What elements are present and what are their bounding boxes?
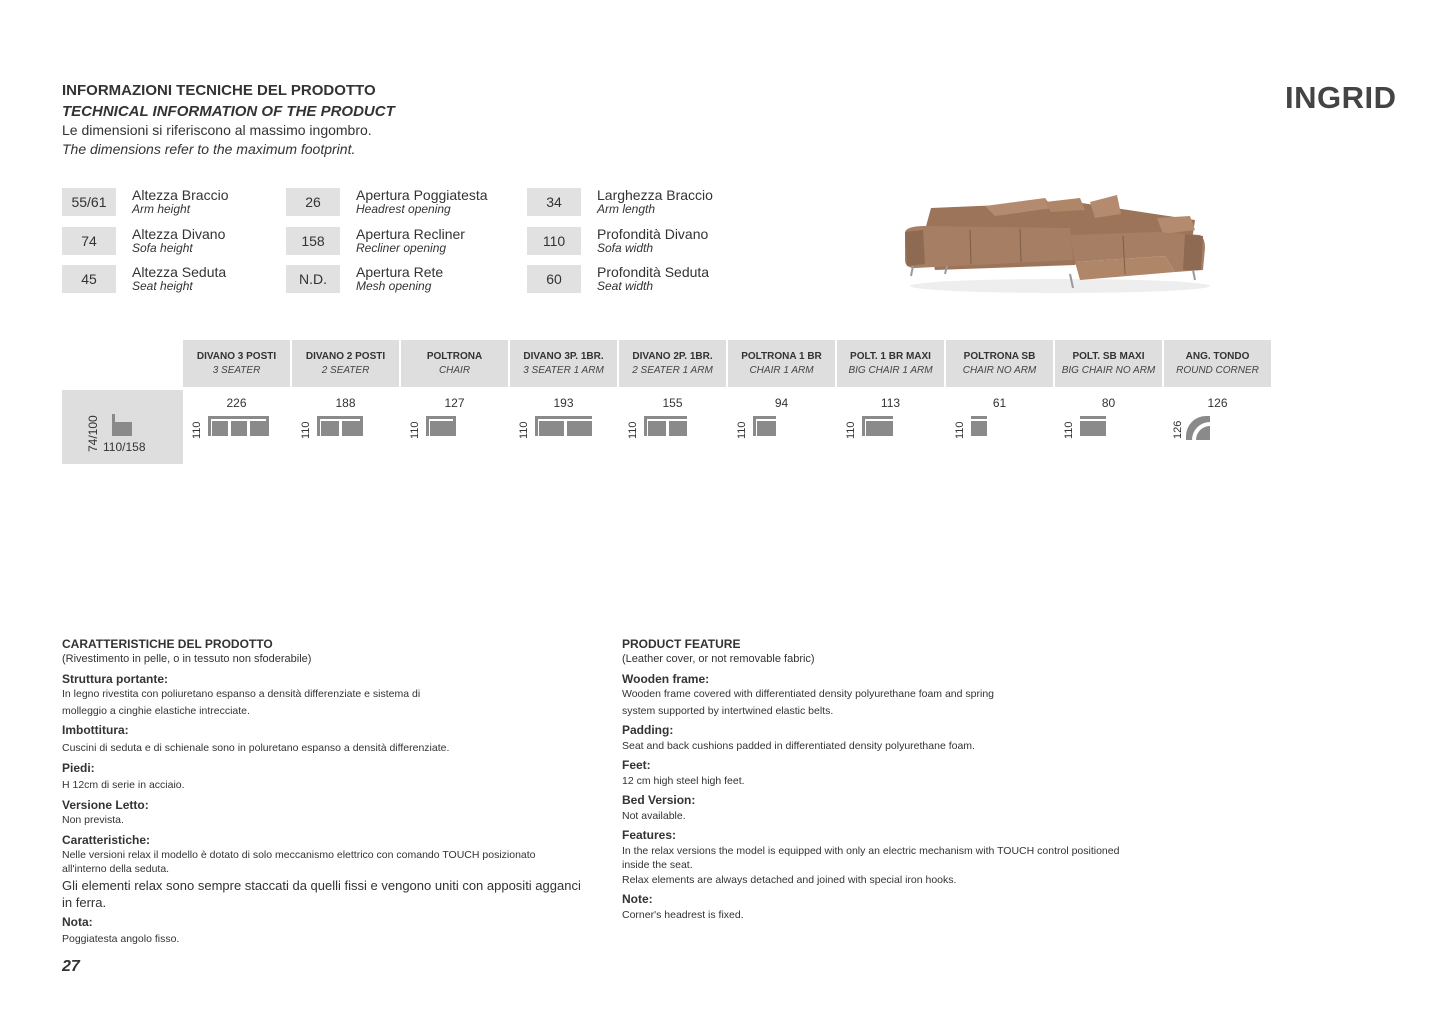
feature-bed-heading-it: Versione Letto: xyxy=(62,798,149,812)
module-name-en: BIG CHAIR 1 ARM xyxy=(848,365,933,376)
spec-label-it: Apertura Recliner xyxy=(356,225,465,242)
subtitle-it: Le dimensioni si riferiscono al massimo ingombro. xyxy=(62,122,372,138)
spec-value: 45 xyxy=(62,265,116,293)
feature-frame-heading-en: Wooden frame: xyxy=(622,672,710,686)
module-header xyxy=(292,340,399,387)
module-depth: 126 xyxy=(1172,420,1184,439)
module-shape-icon xyxy=(535,416,594,438)
spec-label-it: Altezza Divano xyxy=(132,225,226,242)
module-depth: 110 xyxy=(627,421,639,439)
feature-char-text-it-4: in ferra. xyxy=(62,895,107,910)
feature-frame-text-en-1: Wooden frame covered with differentiated density polyurethane foam and spring xyxy=(622,688,995,700)
side-height-label: 74/100 xyxy=(86,415,100,452)
module-width: 113 xyxy=(880,396,901,410)
feature-char-heading-it: Caratteristiche: xyxy=(62,833,151,847)
feature-frame-text-it-1: In legno rivestita con poliuretano espanso a densità differenziate e sistema di xyxy=(62,688,421,700)
feature-frame-heading-it: Struttura portante: xyxy=(62,672,168,686)
spec-value: 158 xyxy=(286,227,340,255)
module-width: 155 xyxy=(662,396,683,410)
module-dimensions xyxy=(946,390,1053,464)
module-shape-icon xyxy=(971,416,989,438)
module-name-it: POLTRONA SB xyxy=(963,351,1036,362)
spec-value: 110 xyxy=(527,227,581,255)
module-depth: 110 xyxy=(736,421,748,439)
module-depth: 110 xyxy=(1063,421,1075,439)
round-corner-icon xyxy=(1186,416,1210,440)
spec-label-it: Apertura Poggiatesta xyxy=(356,186,488,203)
feature-char-text-it-2: all'interno della seduta. xyxy=(62,863,170,875)
module-name-en: BIG CHAIR NO ARM xyxy=(1061,365,1156,376)
feature-padding-text-it: Cuscini di seduta e di schienale sono in poluretano espanso a densità differenziate. xyxy=(62,742,450,754)
spec-label-en: Arm height xyxy=(132,202,191,217)
spec-label-en: Sofa height xyxy=(132,241,193,256)
module-shape-icon xyxy=(208,416,271,438)
title-en: TECHNICAL INFORMATION OF THE PRODUCT xyxy=(62,103,395,120)
module-name-it: DIVANO 2P. 1BR. xyxy=(632,351,713,362)
module-name-en: 2 SEATER 1 ARM xyxy=(632,365,713,376)
features-title-it: CARATTERISTICHE DEL PRODOTTO xyxy=(62,637,273,651)
module-width: 80 xyxy=(1101,396,1116,410)
spec-label-it: Profondità Seduta xyxy=(597,263,710,280)
module-shape-icon xyxy=(753,416,778,438)
spec-headrest-opening xyxy=(286,187,488,217)
spec-label-it: Profondità Divano xyxy=(597,225,709,242)
module-dimensions xyxy=(292,390,399,464)
module-header xyxy=(619,340,726,387)
feature-char-text-en-1: In the relax versions the model is equipped with only an electric mechanism with TOUCH control positioned xyxy=(622,845,1120,857)
side-depth-label: 110/158 xyxy=(103,440,146,454)
spec-recliner-opening xyxy=(286,226,465,256)
module-name-en: 3 SEATER 1 ARM xyxy=(523,365,604,376)
features-note-it: (Rivestimento in pelle, o in tessuto non sfoderabile) xyxy=(62,653,312,665)
module-header xyxy=(1055,340,1162,387)
module-name-en: ROUND CORNER xyxy=(1176,365,1259,376)
feature-padding-heading-en: Padding: xyxy=(622,723,674,737)
feature-note-heading-it: Nota: xyxy=(62,915,93,929)
module-dimensions xyxy=(401,390,508,464)
spec-value: 74 xyxy=(62,227,116,255)
module-width: 61 xyxy=(992,396,1007,410)
module-name-en: 2 SEATER xyxy=(321,365,370,376)
module-name-it: POLTRONA xyxy=(426,351,483,362)
module-width: 226 xyxy=(226,396,247,410)
module-shape-icon xyxy=(1080,416,1108,438)
module-depth: 110 xyxy=(518,421,530,439)
module-name-en: 3 SEATER xyxy=(212,365,261,376)
module-depth: 110 xyxy=(191,421,203,439)
product-name: INGRID xyxy=(1285,80,1397,115)
module-dimensions xyxy=(1055,390,1162,464)
module-header xyxy=(401,340,508,387)
feature-frame-text-en-2: system supported by intertwined elastic belts. xyxy=(622,705,834,717)
module-dimensions xyxy=(183,390,290,464)
module-header xyxy=(510,340,617,387)
module-dimensions xyxy=(510,390,617,464)
spec-seat-width xyxy=(527,264,709,294)
module-depth: 110 xyxy=(300,421,312,439)
module-width: 193 xyxy=(553,396,574,410)
module-name-it: DIVANO 3 POSTI xyxy=(196,351,277,362)
module-dimensions xyxy=(837,390,944,464)
title-it: INFORMAZIONI TECNICHE DEL PRODOTTO xyxy=(62,82,376,99)
spec-label-en: Recliner opening xyxy=(356,241,447,256)
spec-value: 55/61 xyxy=(62,188,116,216)
module-name-it: POLTRONA 1 BR xyxy=(741,351,822,362)
module-name-en: CHAIR xyxy=(438,365,471,376)
features-note-en: (Leather cover, or not removable fabric) xyxy=(622,653,815,665)
module-shape-icon xyxy=(644,416,689,438)
feature-char-text-it-3: Gli elementi relax sono sempre staccati da quelli fissi e vengono uniti con appositi agganci xyxy=(62,878,581,893)
module-dimensions xyxy=(619,390,726,464)
module-shape-icon xyxy=(862,416,895,438)
subtitle-en: The dimensions refer to the maximum footprint. xyxy=(62,141,356,157)
spec-label-it: Apertura Rete xyxy=(356,263,444,280)
module-depth: 110 xyxy=(845,421,857,439)
spec-label-en: Mesh opening xyxy=(356,279,432,294)
spec-mesh-opening xyxy=(286,264,443,294)
page-number: 27 xyxy=(62,958,80,975)
feature-bed-text-it: Non prevista. xyxy=(62,814,124,826)
feature-bed-text-en: Not available. xyxy=(622,810,686,822)
feature-char-text-en-2: inside the seat. xyxy=(622,859,693,871)
module-name-it: POLT. 1 BR MAXI xyxy=(850,351,931,362)
feature-char-text-it-1: Nelle versioni relax il modello è dotato di solo meccanismo elettrico con comando TOUCH posizionato xyxy=(62,849,536,861)
feature-bed-heading-en: Bed Version: xyxy=(622,793,696,807)
module-depth: 110 xyxy=(409,421,421,439)
side-profile-icon xyxy=(112,414,134,438)
module-width: 188 xyxy=(335,396,356,410)
feature-padding-heading-it: Imbottitura: xyxy=(62,723,129,737)
module-dimensions xyxy=(1164,390,1271,464)
feature-feet-text-it: H 12cm di serie in acciaio. xyxy=(62,779,185,791)
module-header xyxy=(728,340,835,387)
feature-feet-heading-it: Piedi: xyxy=(62,761,95,775)
spec-label-it: Altezza Seduta xyxy=(132,263,227,280)
spec-arm-length xyxy=(527,187,713,217)
module-header xyxy=(183,340,290,387)
feature-padding-text-en: Seat and back cushions padded in differentiated density polyurethane foam. xyxy=(622,740,975,752)
spec-value: N.D. xyxy=(286,265,340,293)
module-width: 94 xyxy=(774,396,789,410)
spec-label-en: Arm length xyxy=(597,202,656,217)
module-name-it: DIVANO 3P. 1BR. xyxy=(523,351,604,362)
feature-note-heading-en: Note: xyxy=(622,892,653,906)
feature-note-text-en: Corner's headrest is fixed. xyxy=(622,909,744,921)
feature-frame-text-it-2: molleggio a cinghie elastiche intrecciate. xyxy=(62,705,250,717)
spec-sofa-width xyxy=(527,226,708,256)
sofa-product-image xyxy=(895,190,1225,300)
spec-label-en: Headrest opening xyxy=(356,202,451,217)
module-name-it: ANG. TONDO xyxy=(1185,351,1250,362)
side-profile-cell xyxy=(62,390,183,464)
module-name-en: CHAIR 1 ARM xyxy=(749,365,814,376)
spec-value: 26 xyxy=(286,188,340,216)
feature-char-heading-en: Features: xyxy=(622,828,677,842)
module-depth: 110 xyxy=(954,421,966,439)
spec-label-en: Seat height xyxy=(132,279,193,294)
module-name-it: DIVANO 2 POSTI xyxy=(305,351,386,362)
module-name-it: POLT. SB MAXI xyxy=(1072,351,1145,362)
feature-feet-heading-en: Feet: xyxy=(622,758,651,772)
module-header xyxy=(837,340,944,387)
module-header xyxy=(1164,340,1271,387)
spec-value: 60 xyxy=(527,265,581,293)
feature-char-text-en-3: Relax elements are always detached and joined with special iron hooks. xyxy=(622,874,957,886)
spec-seat-height xyxy=(62,264,226,294)
module-width: 127 xyxy=(444,396,465,410)
feature-note-text-it: Poggiatesta angolo fisso. xyxy=(62,933,180,945)
feature-feet-text-en: 12 cm high steel high feet. xyxy=(622,775,745,787)
module-name-en: CHAIR NO ARM xyxy=(962,365,1037,376)
spec-value: 34 xyxy=(527,188,581,216)
spec-label-en: Sofa width xyxy=(597,241,654,256)
spec-label-en: Seat width xyxy=(597,279,654,294)
spec-arm-height xyxy=(62,187,228,217)
module-width: 126 xyxy=(1207,396,1228,410)
spec-sofa-height xyxy=(62,226,225,256)
module-shape-icon xyxy=(426,416,458,438)
module-header xyxy=(946,340,1053,387)
module-dimensions xyxy=(728,390,835,464)
module-shape-icon xyxy=(317,416,365,438)
spec-label-it: Larghezza Braccio xyxy=(597,186,713,203)
spec-label-it: Altezza Braccio xyxy=(132,186,229,203)
features-title-en: PRODUCT FEATURE xyxy=(622,637,741,651)
